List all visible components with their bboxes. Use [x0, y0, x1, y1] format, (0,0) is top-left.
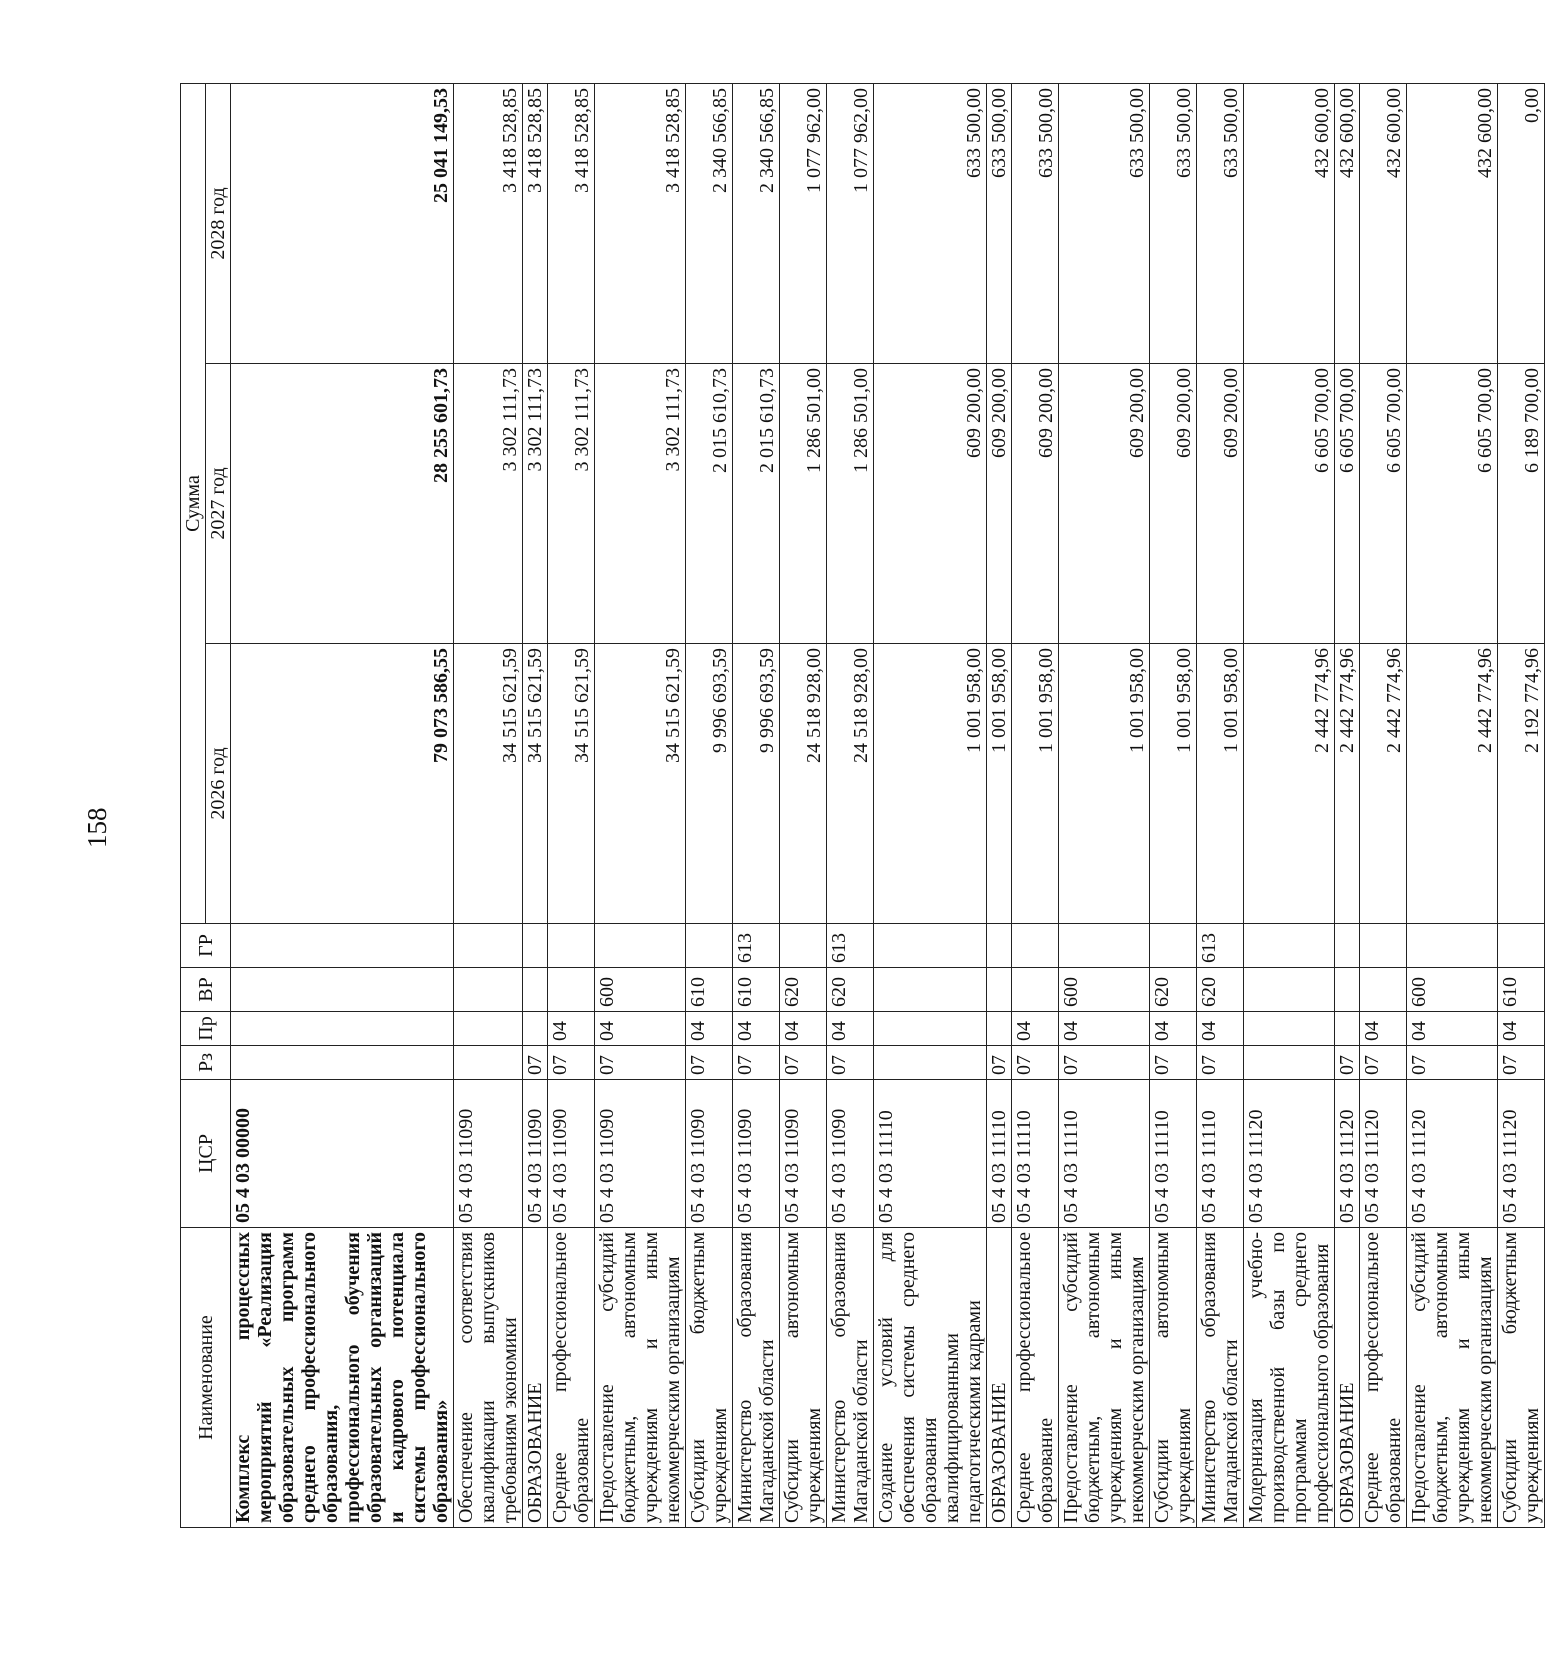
row-rz: 07	[523, 1046, 548, 1080]
row-sum-2027: 609 200,00	[987, 364, 1012, 644]
row-csr: 05 4 03 11120	[1407, 1080, 1498, 1228]
row-name: Среднее профессиональное образование	[1360, 1228, 1407, 1528]
table-row	[1335, 83, 1360, 1527]
row-rz: 07	[733, 1046, 780, 1080]
row-sum-2026: 2 192 774,96	[1498, 644, 1545, 924]
row-gr	[523, 924, 548, 968]
row-sum-2026: 2 442 774,96	[1407, 644, 1498, 924]
row-sum-2028: 2 340 566,85	[733, 83, 780, 363]
row-csr: 05 4 03 11090	[733, 1080, 780, 1228]
header-year-2026: 2026 год	[206, 644, 231, 924]
table-row	[780, 83, 827, 1527]
row-sum-2028: 3 418 528,85	[595, 83, 686, 363]
row-rz: 07	[1012, 1046, 1059, 1080]
row-sum-2028: 3 418 528,85	[454, 83, 523, 363]
row-name: ОБРАЗОВАНИЕ	[987, 1228, 1012, 1528]
row-gr	[1059, 924, 1150, 968]
row-sum-2027: 2 015 610,73	[686, 364, 733, 644]
row-vr: 610	[1498, 968, 1545, 1012]
row-gr	[454, 924, 523, 968]
table-row	[686, 83, 733, 1527]
row-sum-2027: 3 302 111,73	[523, 364, 548, 644]
table-body	[231, 83, 1545, 1527]
row-sum-2028: 1 077 962,00	[780, 83, 827, 363]
row-sum-2028: 3 418 528,85	[523, 83, 548, 363]
row-name: ОБРАЗОВАНИЕ	[1335, 1228, 1360, 1528]
row-vr: 620	[1150, 968, 1197, 1012]
row-sum-2028: 633 500,00	[874, 83, 987, 363]
table-row	[827, 83, 874, 1527]
row-gr	[1150, 924, 1197, 968]
row-sum-2027: 1 286 501,00	[780, 364, 827, 644]
row-pr: 04	[1012, 1012, 1059, 1046]
row-pr: 04	[595, 1012, 686, 1046]
row-gr	[231, 924, 454, 968]
row-sum-2027: 6 605 700,00	[1407, 364, 1498, 644]
row-sum-2027: 6 605 700,00	[1335, 364, 1360, 644]
row-rz: 07	[827, 1046, 874, 1080]
row-sum-2028: 432 600,00	[1407, 83, 1498, 363]
row-sum-2028: 432 600,00	[1335, 83, 1360, 363]
row-rz	[231, 1046, 454, 1080]
row-pr	[454, 1012, 523, 1046]
row-rz	[874, 1046, 987, 1080]
table-row	[454, 83, 523, 1527]
row-rz: 07	[548, 1046, 595, 1080]
row-pr	[523, 1012, 548, 1046]
row-pr: 04	[548, 1012, 595, 1046]
row-sum-2027: 3 302 111,73	[548, 364, 595, 644]
row-pr: 04	[827, 1012, 874, 1046]
row-name: Комплекс процессных мероприятий «Реализация образовательных программ среднего профессионального образования, профессионального обучения образовательных организаций и кадрового потенциала системы профессионального образования»	[231, 1228, 454, 1528]
row-rz: 07	[1150, 1046, 1197, 1080]
budget-table	[180, 83, 1545, 1528]
row-sum-2028: 432 600,00	[1244, 83, 1335, 363]
row-name: Субсидии автономным учреждениям	[780, 1228, 827, 1528]
table-row	[595, 83, 686, 1527]
table-row	[1150, 83, 1197, 1527]
row-pr	[874, 1012, 987, 1046]
row-name: Предоставление субсидий бюджетным, автономным учреждениям и иным некоммерческим организациям	[1059, 1228, 1150, 1528]
table-row	[548, 83, 595, 1527]
row-vr	[1360, 968, 1407, 1012]
row-vr: 620	[780, 968, 827, 1012]
page-number: 158	[82, 807, 112, 848]
row-sum-2026: 1 001 958,00	[1150, 644, 1197, 924]
row-sum-2026: 24 518 928,00	[780, 644, 827, 924]
row-gr: 613	[1197, 924, 1244, 968]
row-csr: 05 4 03 11090	[595, 1080, 686, 1228]
table-row	[1059, 83, 1150, 1527]
row-name: Субсидии бюджетным учреждениям	[686, 1228, 733, 1528]
row-sum-2028: 432 600,00	[1360, 83, 1407, 363]
row-csr: 05 4 03 11090	[454, 1080, 523, 1228]
row-gr	[1012, 924, 1059, 968]
table-row	[987, 83, 1012, 1527]
row-vr: 620	[1197, 968, 1244, 1012]
row-sum-2028: 633 500,00	[1197, 83, 1244, 363]
row-sum-2026: 1 001 958,00	[987, 644, 1012, 924]
row-gr: 613	[733, 924, 780, 968]
table-row	[231, 83, 454, 1527]
row-sum-2027: 1 286 501,00	[827, 364, 874, 644]
row-vr	[1335, 968, 1360, 1012]
row-sum-2026: 1 001 958,00	[1012, 644, 1059, 924]
row-name: Предоставление субсидий бюджетным, автономным учреждениям и иным некоммерческим организациям	[595, 1228, 686, 1528]
row-csr: 05 4 03 11120	[1244, 1080, 1335, 1228]
row-vr	[987, 968, 1012, 1012]
header-year-2027: 2027 год	[206, 364, 231, 644]
row-sum-2027: 6 189 700,00	[1498, 364, 1545, 644]
row-name: Субсидии бюджетным учреждениям	[1498, 1228, 1545, 1528]
row-pr: 04	[1498, 1012, 1545, 1046]
row-vr	[548, 968, 595, 1012]
row-rz	[1244, 1046, 1335, 1080]
row-name: Министерство образования Магаданской области	[733, 1228, 780, 1528]
row-pr: 04	[780, 1012, 827, 1046]
row-pr: 04	[1407, 1012, 1498, 1046]
row-sum-2027: 609 200,00	[1150, 364, 1197, 644]
row-csr: 05 4 03 11110	[874, 1080, 987, 1228]
header-vr: ВР	[181, 968, 231, 1012]
row-pr	[231, 1012, 454, 1046]
row-sum-2027: 609 200,00	[1012, 364, 1059, 644]
header-rz: Рз	[181, 1046, 231, 1080]
row-gr	[1360, 924, 1407, 968]
header-year-2028: 2028 год	[206, 83, 231, 363]
row-sum-2026: 34 515 621,59	[548, 644, 595, 924]
row-sum-2028: 1 077 962,00	[827, 83, 874, 363]
row-csr: 05 4 03 11110	[1012, 1080, 1059, 1228]
row-gr	[1498, 924, 1545, 968]
row-name: Среднее профессиональное образование	[548, 1228, 595, 1528]
row-sum-2028: 0,00	[1498, 83, 1545, 363]
row-pr: 04	[1197, 1012, 1244, 1046]
row-sum-2026: 2 442 774,96	[1244, 644, 1335, 924]
row-csr: 05 4 03 00000	[231, 1080, 454, 1228]
row-csr: 05 4 03 11110	[1059, 1080, 1150, 1228]
row-sum-2026: 24 518 928,00	[827, 644, 874, 924]
table-row	[874, 83, 987, 1527]
row-sum-2028: 25 041 149,53	[231, 83, 454, 363]
row-rz: 07	[1498, 1046, 1545, 1080]
row-gr: 613	[827, 924, 874, 968]
row-gr	[780, 924, 827, 968]
row-sum-2028: 633 500,00	[987, 83, 1012, 363]
row-name: Предоставление субсидий бюджетным, автономным учреждениям и иным некоммерческим организациям	[1407, 1228, 1498, 1528]
row-vr: 610	[686, 968, 733, 1012]
table-header	[181, 83, 231, 1527]
row-pr	[1335, 1012, 1360, 1046]
row-rz: 07	[595, 1046, 686, 1080]
row-name: Министерство образования Магаданской области	[827, 1228, 874, 1528]
row-csr: 05 4 03 11110	[1150, 1080, 1197, 1228]
row-sum-2028: 633 500,00	[1012, 83, 1059, 363]
row-rz: 07	[1407, 1046, 1498, 1080]
row-vr	[523, 968, 548, 1012]
row-sum-2026: 79 073 586,55	[231, 644, 454, 924]
row-sum-2028: 3 418 528,85	[548, 83, 595, 363]
row-sum-2027: 609 200,00	[1197, 364, 1244, 644]
row-csr: 05 4 03 11120	[1335, 1080, 1360, 1228]
row-sum-2027: 3 302 111,73	[595, 364, 686, 644]
row-pr: 04	[733, 1012, 780, 1046]
row-rz	[454, 1046, 523, 1080]
header-gr: ГР	[181, 924, 231, 968]
row-sum-2026: 9 996 693,59	[686, 644, 733, 924]
table-row	[1498, 83, 1545, 1527]
row-name: Создание условий для обеспечения системы среднего образования квалифицированными педагогическими кадрами	[874, 1228, 987, 1528]
row-gr	[548, 924, 595, 968]
row-csr: 05 4 03 11090	[827, 1080, 874, 1228]
row-pr	[987, 1012, 1012, 1046]
row-vr	[874, 968, 987, 1012]
row-csr: 05 4 03 11090	[686, 1080, 733, 1228]
table-row	[523, 83, 548, 1527]
row-sum-2027: 6 605 700,00	[1360, 364, 1407, 644]
row-pr	[1244, 1012, 1335, 1046]
row-rz: 07	[780, 1046, 827, 1080]
row-vr	[1244, 968, 1335, 1012]
header-csr: ЦСР	[181, 1080, 231, 1228]
row-sum-2026: 34 515 621,59	[595, 644, 686, 924]
row-rz: 07	[686, 1046, 733, 1080]
row-pr: 04	[686, 1012, 733, 1046]
row-sum-2027: 3 302 111,73	[454, 364, 523, 644]
row-sum-2026: 2 442 774,96	[1360, 644, 1407, 924]
row-gr	[1407, 924, 1498, 968]
row-name: Субсидии автономным учреждениям	[1150, 1228, 1197, 1528]
row-sum-2026: 1 001 958,00	[1059, 644, 1150, 924]
row-sum-2027: 609 200,00	[874, 364, 987, 644]
row-rz: 07	[1059, 1046, 1150, 1080]
row-pr: 04	[1150, 1012, 1197, 1046]
row-vr	[231, 968, 454, 1012]
row-csr: 05 4 03 11110	[987, 1080, 1012, 1228]
row-name: ОБРАЗОВАНИЕ	[523, 1228, 548, 1528]
row-csr: 05 4 03 11090	[548, 1080, 595, 1228]
row-sum-2026: 34 515 621,59	[454, 644, 523, 924]
row-name: Среднее профессиональное образование	[1012, 1228, 1059, 1528]
header-sum: Сумма	[181, 83, 206, 923]
table-row	[1197, 83, 1244, 1527]
header-pr: Пр	[181, 1012, 231, 1046]
header-name: Наименование	[181, 1228, 231, 1528]
row-gr	[686, 924, 733, 968]
row-vr	[1012, 968, 1059, 1012]
row-vr	[454, 968, 523, 1012]
row-csr: 05 4 03 11090	[780, 1080, 827, 1228]
row-name: Обеспечение соответствия квалификации выпускников требованиям экономики	[454, 1228, 523, 1528]
row-vr: 600	[595, 968, 686, 1012]
row-csr: 05 4 03 11110	[1197, 1080, 1244, 1228]
table-row	[1360, 83, 1407, 1527]
row-sum-2027: 2 015 610,73	[733, 364, 780, 644]
row-rz: 07	[1197, 1046, 1244, 1080]
row-sum-2026: 1 001 958,00	[1197, 644, 1244, 924]
row-sum-2027: 28 255 601,73	[231, 364, 454, 644]
row-gr	[1335, 924, 1360, 968]
row-pr: 04	[1360, 1012, 1407, 1046]
row-gr	[595, 924, 686, 968]
table-row	[1012, 83, 1059, 1527]
row-gr	[987, 924, 1012, 968]
row-vr: 610	[733, 968, 780, 1012]
row-sum-2027: 6 605 700,00	[1244, 364, 1335, 644]
row-name: Модернизация учебно-производственной базы по программам среднего профессионального образования	[1244, 1228, 1335, 1528]
row-vr: 620	[827, 968, 874, 1012]
row-rz: 07	[987, 1046, 1012, 1080]
row-pr: 04	[1059, 1012, 1150, 1046]
row-name: Министерство образования Магаданской области	[1197, 1228, 1244, 1528]
table-row	[1407, 83, 1498, 1527]
row-gr	[874, 924, 987, 968]
row-sum-2026: 34 515 621,59	[523, 644, 548, 924]
row-csr: 05 4 03 11120	[1498, 1080, 1545, 1228]
row-vr: 600	[1407, 968, 1498, 1012]
row-sum-2028: 633 500,00	[1059, 83, 1150, 363]
row-gr	[1244, 924, 1335, 968]
row-sum-2026: 2 442 774,96	[1335, 644, 1360, 924]
table-row	[733, 83, 780, 1527]
row-rz: 07	[1360, 1046, 1407, 1080]
row-csr: 05 4 03 11120	[1360, 1080, 1407, 1228]
row-rz: 07	[1335, 1046, 1360, 1080]
row-sum-2026: 1 001 958,00	[874, 644, 987, 924]
table-row	[1244, 83, 1335, 1527]
row-vr: 600	[1059, 968, 1150, 1012]
row-sum-2028: 633 500,00	[1150, 83, 1197, 363]
row-sum-2027: 609 200,00	[1059, 364, 1150, 644]
row-sum-2028: 2 340 566,85	[686, 83, 733, 363]
row-csr: 05 4 03 11090	[523, 1080, 548, 1228]
row-sum-2026: 9 996 693,59	[733, 644, 780, 924]
